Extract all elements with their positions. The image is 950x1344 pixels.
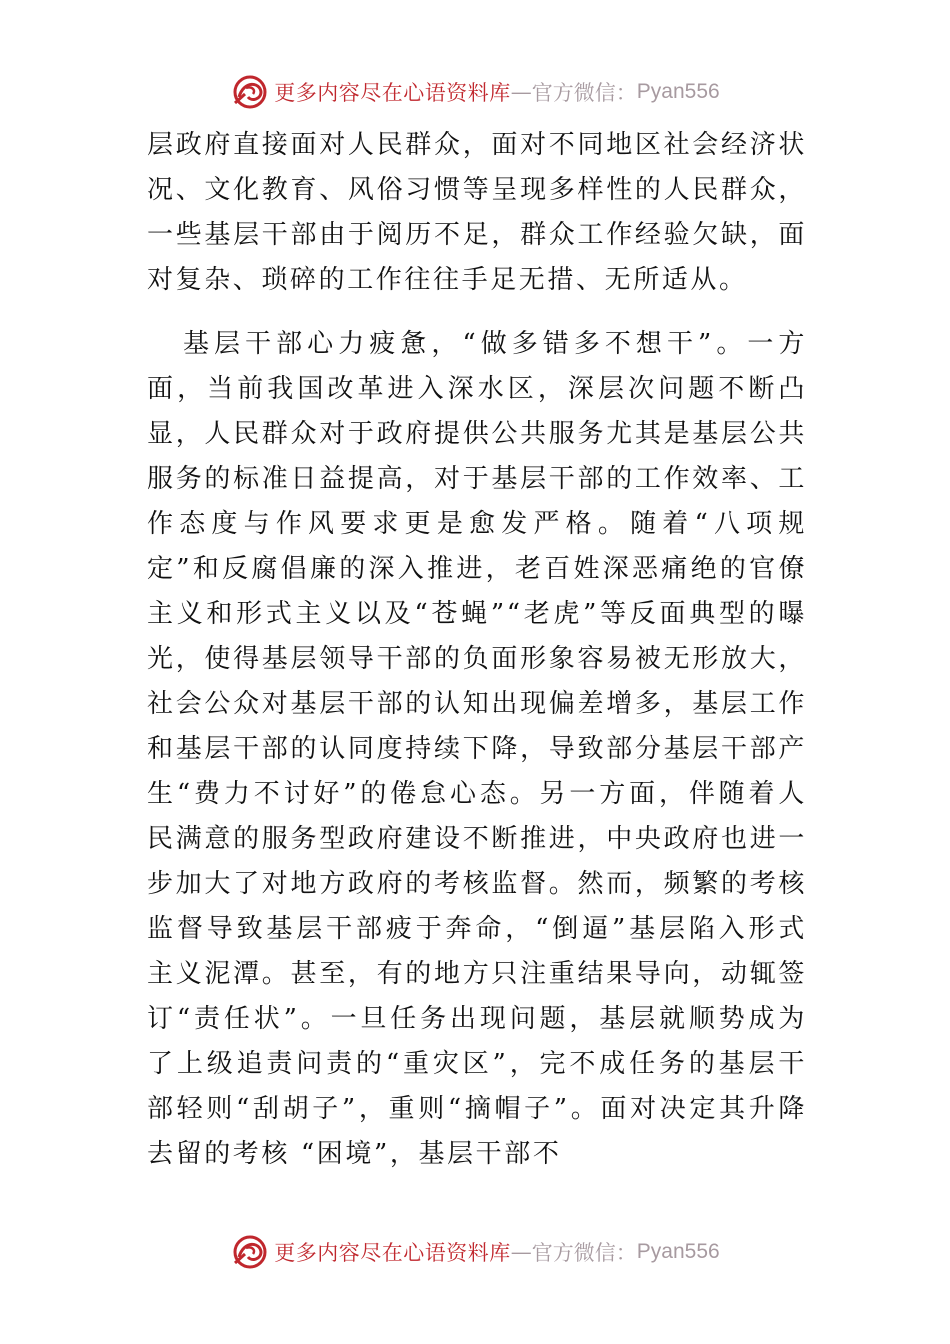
footer-banner [0,1230,950,1274]
red-swirl-logo-icon [230,1232,270,1272]
header-separator: — [510,80,532,104]
red-swirl-logo-icon [230,72,270,112]
footer-separator: — [510,1240,532,1264]
document-body [147,123,807,1177]
header-banner [0,70,950,114]
footer-wechat-label: 官方微信： [531,1241,637,1265]
header-wechat-id: Pyan556 [636,80,720,103]
paragraph-2: 基层干部心力疲惫，“做多错多不想干”。一方面，当前我国改革进入深水区，深层次问题不断凸显，人民群众对于政府提供公共服务尤其是基层公共服务的标准日益提高，对于基层干部的工作效率、工作态度与作风要求更是愈发严格。随着“八项规定”和反腐倡廉的深入推进，老百姓深恶痛绝的官僚主义和形式主义以及“苍蝇”“老虎”等反面典型的曝光，使得基层领导干部的负面形象容易被无形放大，社会公众对基层干部的认知出现偏差增多，基层工作和基层干部的认同度持续下降，导致部分基层干部产生“费力不讨好”的倦怠心态。另一方面，伴随着人民满意的服务型政府建设不断推进，中央政府也进一步加大了对地方政府的考核监督。然而，频繁的考核监督导致基层干部疲于奔命，“倒逼”基层陷入形式主义泥潭。甚至，有的地方只注重结果导向，动辄签订“责任状”。一旦任务出现问题，基层就顺势成为了上级追责问责的“重灾区”，完不成任务的基层干部轻则“刮胡子”，重则“摘帽子”。面对决定其升降去留的考核 “困境”，基层干部不 [147,329,807,1169]
header-wechat-label: 官方微信： [531,81,637,105]
header-brand-text: 更多内容尽在心语资料库 [274,81,511,105]
footer-wechat-id: Pyan556 [636,1240,720,1263]
footer-brand-text: 更多内容尽在心语资料库 [274,1241,511,1265]
paragraph-1: 层政府直接面对人民群众，面对不同地区社会经济状况、文化教育、风俗习惯等呈现多样性的人民群众，一些基层干部由于阅历不足，群众工作经验欠缺，面对复杂、琐碎的工作往往手足无措、无所适从。 [147,130,807,295]
